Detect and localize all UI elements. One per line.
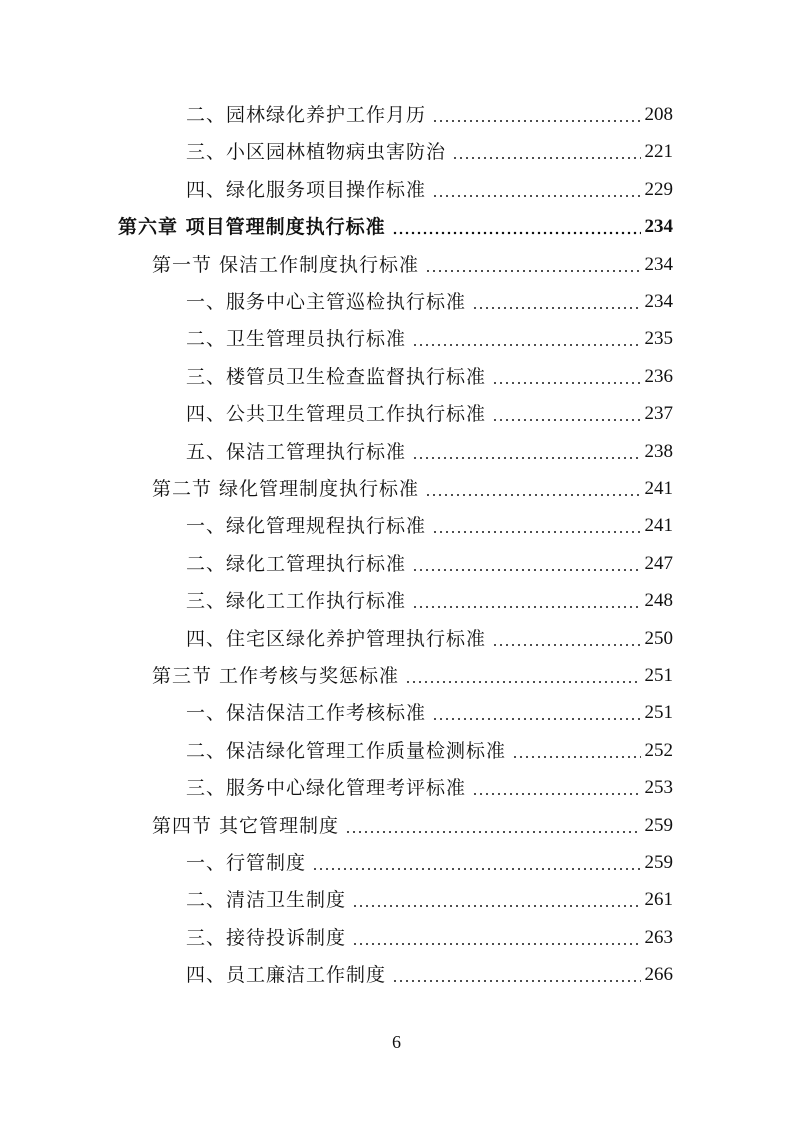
toc-dot-leader xyxy=(412,437,640,467)
toc-entry-title: 三、服务中心绿化管理考评标准 xyxy=(186,777,467,799)
toc-entry-page: 253 xyxy=(644,777,673,798)
toc-entry-item[interactable] xyxy=(186,848,673,878)
toc-entry-title: 三、接待投诉制度 xyxy=(186,927,347,949)
toc-entry-item[interactable] xyxy=(186,511,673,541)
toc-entry-title: 二、园林绿化养护工作月历 xyxy=(186,104,427,126)
toc-entry-page: 251 xyxy=(644,702,673,723)
toc-entry-title: 二、清洁卫生制度 xyxy=(186,889,347,911)
toc-dot-leader xyxy=(312,848,640,878)
toc-entry-page: 259 xyxy=(644,852,673,873)
toc-entry-item[interactable] xyxy=(186,287,673,317)
toc-entry-page: 251 xyxy=(644,665,673,686)
toc-entry-page: 241 xyxy=(644,515,673,536)
page-number: 6 xyxy=(392,1032,401,1052)
toc-entry-page: 259 xyxy=(644,815,673,836)
toc-entry-title: 第二节 绿化管理制度执行标准 xyxy=(152,478,420,500)
toc-entry-page: 261 xyxy=(644,889,673,910)
toc-entry-title: 三、小区园林植物病虫害防治 xyxy=(186,141,447,163)
toc-entry-item[interactable] xyxy=(186,100,673,130)
toc-entry-title: 四、住宅区绿化养护管理执行标准 xyxy=(186,628,487,650)
toc-entry-page: 266 xyxy=(644,964,673,985)
toc-dot-leader xyxy=(512,736,640,766)
toc-entry-page: 221 xyxy=(644,141,673,162)
toc-entry-page: 234 xyxy=(644,216,673,237)
toc-entry-title: 一、保洁保洁工作考核标准 xyxy=(186,702,427,724)
toc-dot-leader xyxy=(392,960,640,990)
toc-entry-title: 四、绿化服务项目操作标准 xyxy=(186,179,427,201)
toc-entry-page: 241 xyxy=(644,478,673,499)
toc-dot-leader xyxy=(405,661,640,691)
toc-entry-page: 247 xyxy=(644,553,673,574)
toc-entry-item[interactable] xyxy=(186,624,673,654)
toc-dot-leader xyxy=(425,250,640,280)
toc-entry-page: 234 xyxy=(644,291,673,312)
toc-entry-item[interactable] xyxy=(186,175,673,205)
toc-entry-page: 208 xyxy=(644,104,673,125)
toc-dot-leader xyxy=(412,586,640,616)
toc-entry-title: 二、卫生管理员执行标准 xyxy=(186,328,407,350)
toc-entry-page: 250 xyxy=(644,628,673,649)
toc-entry-item[interactable] xyxy=(186,362,673,392)
toc-entry-title: 一、行管制度 xyxy=(186,852,307,874)
toc-dot-leader xyxy=(392,212,641,242)
toc-entry-title: 二、保洁绿化管理工作质量检测标准 xyxy=(186,740,507,762)
toc-entry-page: 263 xyxy=(644,927,673,948)
toc-dot-leader xyxy=(412,324,640,354)
toc-entry-item[interactable] xyxy=(186,736,673,766)
toc-entry-title: 一、绿化管理规程执行标准 xyxy=(186,515,427,537)
toc-entry-item[interactable] xyxy=(186,399,673,429)
toc-dot-leader xyxy=(492,624,640,654)
toc-entry-item[interactable] xyxy=(186,923,673,953)
toc-dot-leader xyxy=(472,287,640,317)
toc-entry-title: 三、楼管员卫生检查监督执行标准 xyxy=(186,366,487,388)
toc-entry-page: 229 xyxy=(644,179,673,200)
toc-entry-title: 第三节 工作考核与奖惩标准 xyxy=(152,665,400,687)
toc-entry-item[interactable] xyxy=(186,960,673,990)
toc-dot-leader xyxy=(432,175,640,205)
toc-entry-section[interactable] xyxy=(152,474,673,504)
toc-entry-page: 236 xyxy=(644,366,673,387)
toc-dot-leader xyxy=(492,362,640,392)
toc-entry-item[interactable] xyxy=(186,586,673,616)
toc-entry-chapter[interactable] xyxy=(118,212,673,242)
toc-dot-leader xyxy=(425,474,640,504)
toc-dot-leader xyxy=(432,698,640,728)
toc-entry-title: 第一节 保洁工作制度执行标准 xyxy=(152,254,420,276)
toc-dot-leader xyxy=(345,811,640,841)
toc-entry-item[interactable] xyxy=(186,324,673,354)
toc-entry-item[interactable] xyxy=(186,773,673,803)
toc-entry-page: 237 xyxy=(644,403,673,424)
toc-entry-section[interactable] xyxy=(152,250,673,280)
toc-entry-section[interactable] xyxy=(152,661,673,691)
toc-entry-item[interactable] xyxy=(186,549,673,579)
toc-entry-title: 二、绿化工管理执行标准 xyxy=(186,553,407,575)
toc-entry-title: 第六章 项目管理制度执行标准 xyxy=(118,216,386,238)
toc-entry-title: 五、保洁工管理执行标准 xyxy=(186,441,407,463)
toc-entry-page: 234 xyxy=(644,254,673,275)
toc-dot-leader xyxy=(432,100,640,130)
toc-entry-item[interactable] xyxy=(186,437,673,467)
toc-dot-leader xyxy=(352,923,640,953)
toc-dot-leader xyxy=(352,885,640,915)
toc-entry-page: 248 xyxy=(644,590,673,611)
toc-entry-title: 四、公共卫生管理员工作执行标准 xyxy=(186,403,487,425)
toc-entry-item[interactable] xyxy=(186,137,673,167)
toc-dot-leader xyxy=(432,511,640,541)
toc-entry-item[interactable] xyxy=(186,885,673,915)
toc-dot-leader xyxy=(492,399,640,429)
toc-entry-section[interactable] xyxy=(152,811,673,841)
toc-entry-page: 252 xyxy=(644,740,673,761)
toc-entry-title: 三、绿化工工作执行标准 xyxy=(186,590,407,612)
toc-entry-page: 235 xyxy=(644,328,673,349)
toc-dot-leader xyxy=(412,549,640,579)
toc-dot-leader xyxy=(472,773,640,803)
toc-dot-leader xyxy=(452,137,640,167)
toc-entry-item[interactable] xyxy=(186,698,673,728)
toc-entry-title: 四、员工廉洁工作制度 xyxy=(186,964,387,986)
toc-entry-title: 一、服务中心主管巡检执行标准 xyxy=(186,291,467,313)
toc-entry-page: 238 xyxy=(644,441,673,462)
toc-entry-title: 第四节 其它管理制度 xyxy=(152,815,340,837)
